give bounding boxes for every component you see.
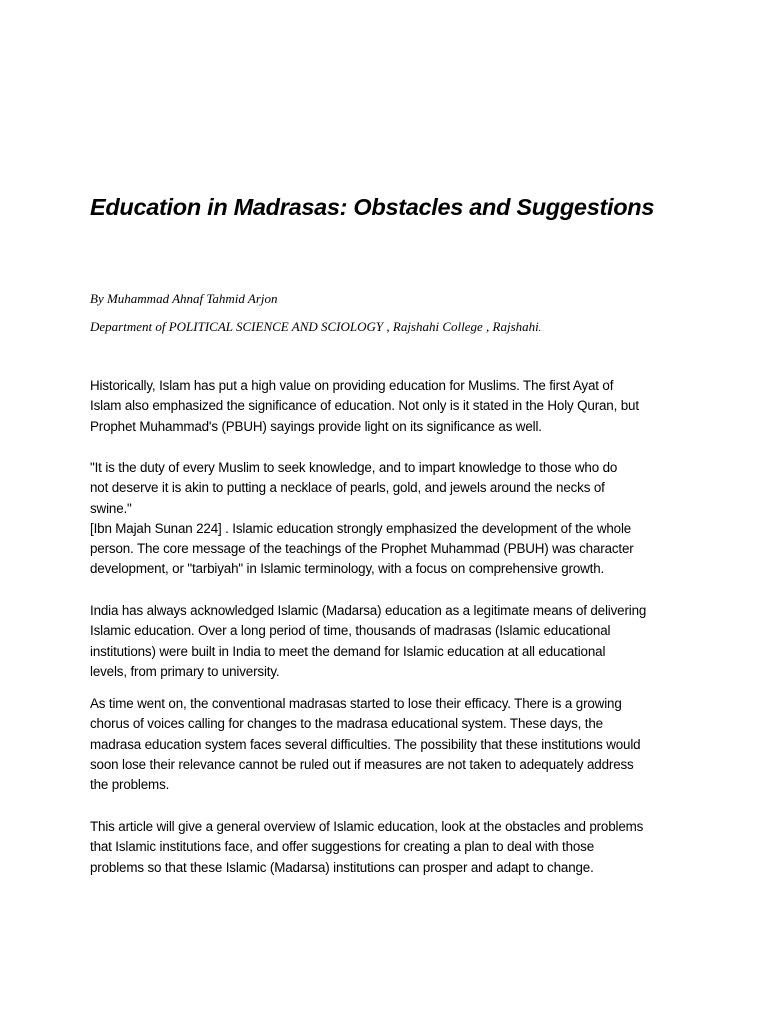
text-line: "It is the duty of every Muslim to seek knowledge, and to impart knowledge to those who do xyxy=(90,460,618,475)
text-line: This article will give a general overview of Islamic education, look at the obstacles and problems xyxy=(90,819,644,834)
text-line: development, or "tarbiyah" in Islamic terminology, with a focus on comprehensive growth. xyxy=(90,561,605,577)
paragraph-3 xyxy=(90,601,690,682)
text-line: problems so that these Islamic (Madarsa) institutions can prosper and adapt to change. xyxy=(90,859,594,875)
text-line: Historically, Islam has put a high value on providing education for Muslims. The first Ayat of xyxy=(90,378,614,393)
author-byline: By Muhammad Ahnaf Tahmid Arjon xyxy=(90,291,278,306)
author-affiliation xyxy=(90,318,541,338)
text-line: soon lose their relevance cannot be ruled out if measures are not taken to adequately address xyxy=(90,756,634,772)
affiliation-period: . xyxy=(538,323,542,334)
affiliation-text: Department of POLITICAL SCIENCE AND SCIOLOGY , Rajshahi College , Rajshahi xyxy=(90,319,539,334)
text-line: madrasa education system faces several difficulties. The possibility that these institutions would xyxy=(90,736,641,752)
text-line: the problems. xyxy=(90,777,170,793)
text-line: levels, from primary to university. xyxy=(90,663,280,679)
paragraph-4 xyxy=(90,694,690,795)
text-line: Islamic education. Over a long period of time, thousands of madrasas (Islamic educational xyxy=(90,623,611,639)
text-line: not deserve it is akin to putting a necklace of pearls, gold, and jewels around the necks of xyxy=(90,480,605,496)
text-line: Islam also emphasized the significance of education. Not only is it stated in the Holy Quran, but xyxy=(90,398,639,414)
text-line: institutions) were built in India to meet the demand for Islamic education at all educational xyxy=(90,643,606,659)
text-line: person. The core message of the teachings of the Prophet Muhammad (PBUH) was character xyxy=(90,541,634,557)
document-title: Education in Madrasas: Obstacles and Suggestions xyxy=(90,194,655,220)
text-line: chorus of voices calling for changes to the madrasa educational system. These days, the xyxy=(90,716,603,732)
text-line: As time went on, the conventional madrasas started to lose their efficacy. There is a growing xyxy=(90,696,622,711)
text-line: swine." xyxy=(90,500,132,516)
text-line: Prophet Muhammad's (PBUH) sayings provide light on its significance as well. xyxy=(90,418,542,434)
text-line: India has always acknowledged Islamic (Madarsa) education as a legitimate means of delivering xyxy=(90,603,647,618)
paragraph-2 xyxy=(90,458,690,580)
paragraph-5 xyxy=(90,817,690,878)
text-line: that Islamic institutions face, and offer suggestions for creating a plan to deal with those xyxy=(90,839,595,855)
paragraph-1 xyxy=(90,376,690,437)
text-line: [Ibn Majah Sunan 224] . Islamic education strongly emphasized the development of the whole xyxy=(90,520,632,536)
